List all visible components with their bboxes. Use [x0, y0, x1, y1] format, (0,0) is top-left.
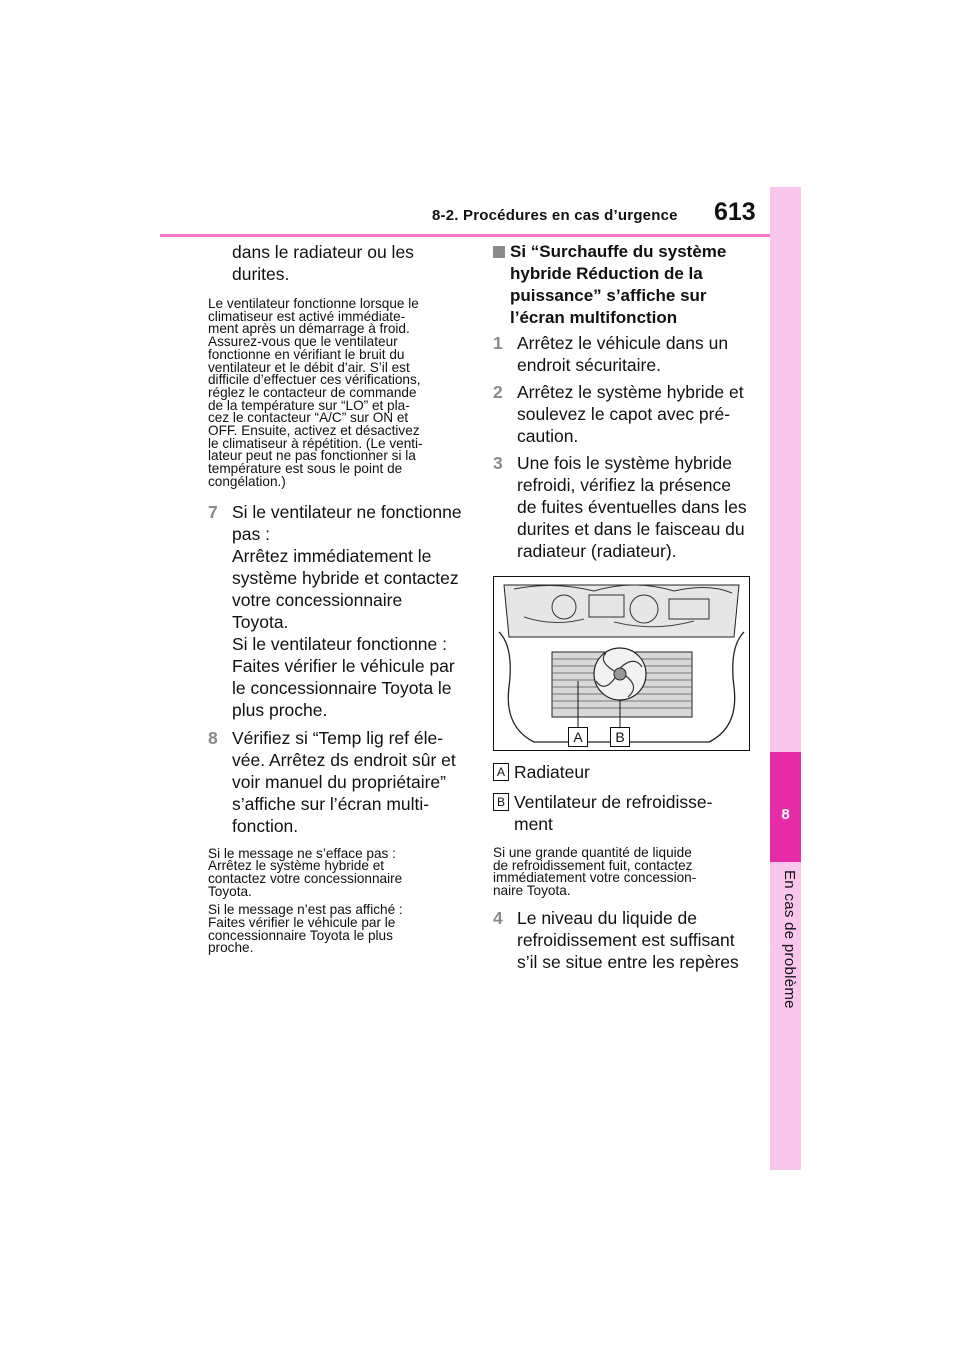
text-line: concessionnaire Toyota le plus [208, 927, 393, 943]
text-line: caution. [517, 426, 579, 446]
text-line: OFF. Ensuite, activez et désactivez [208, 423, 420, 439]
section-heading [493, 241, 761, 329]
continuation-text [208, 241, 470, 285]
text-line: Vérifiez si “Temp lig ref éle- [232, 727, 444, 748]
text-line: difficile d’effectuer ces vérifications, [208, 372, 421, 388]
coolant-leak-note [493, 847, 761, 898]
text-line: Ventilateur de refroidisse- [514, 792, 713, 812]
text-line: radiateur (radiateur). [517, 541, 677, 561]
header-rule [160, 234, 770, 237]
step-number: 3 [493, 453, 503, 473]
text-line: de refroidissement fuit, contactez [493, 857, 693, 873]
step-number: 7 [208, 501, 218, 522]
text-line: climatiseur est activé immédiate- [208, 308, 406, 324]
text-line: naire Toyota. [493, 883, 571, 899]
text-line: Faites vérifier le véhicule par [232, 655, 455, 676]
text-line: Arrêtez le système hybride et [517, 382, 744, 402]
legend-letter: A [493, 763, 509, 781]
step-8 [208, 727, 470, 837]
text-line: fonctionne en vérifiant le bruit du [208, 346, 405, 362]
text-line: Assurez-vous que le ventilateur [208, 334, 398, 350]
text-line: durites. [232, 264, 290, 284]
text-line: Si le message n’est pas affiché : [208, 902, 403, 918]
text-line: proche. [208, 940, 254, 956]
step-number: 2 [493, 382, 503, 402]
text-line: votre concessionnaire [232, 589, 403, 610]
text-line: ment [514, 814, 553, 834]
text-line: Toyota. [232, 611, 289, 632]
square-bullet-icon [493, 246, 505, 258]
chapter-title: En cas de problème [781, 870, 798, 1009]
text-line: de fuites éventuelles dans les [517, 497, 747, 517]
engine-bay-illustration [493, 576, 750, 751]
text-line: vée. Arrêtez ds endroit sûr et [232, 749, 456, 770]
text-line: Si “Surchauffe du système [510, 242, 727, 261]
message-note-2 [208, 904, 470, 955]
step-7 [208, 501, 470, 721]
text-line: dans le radiateur ou les [232, 242, 414, 262]
text-line: Faites vérifier le véhicule par le [208, 915, 396, 931]
text-line: contactez votre concessionnaire [208, 870, 403, 886]
text-line: l’écran multifonction [510, 308, 678, 327]
step-4 [493, 907, 761, 973]
callout-a: A [568, 727, 588, 747]
text-line: durites et dans le faisceau du [517, 519, 745, 539]
text-line: de la température sur “LO” et pla- [208, 397, 410, 413]
text-line: pas : [232, 523, 270, 544]
text-line: Radiateur [514, 762, 590, 782]
text-line: Arrêtez le véhicule dans un [517, 333, 729, 353]
text-line: Si une grande quantité de liquide [493, 845, 692, 860]
fan-note [208, 298, 470, 489]
legend-letter: B [493, 793, 509, 811]
step-3 [493, 452, 761, 562]
text-line: Le ventilateur fonctionne lorsque le [208, 296, 419, 311]
step-number: 8 [208, 727, 218, 748]
text-line: Si le message ne s’efface pas : [208, 845, 396, 861]
text-line: Toyota. [208, 883, 252, 899]
text-line: puissance” s’affiche sur [510, 286, 707, 305]
chapter-number: 8 [781, 806, 790, 823]
page-number: 613 [714, 198, 756, 226]
right-column [493, 241, 761, 973]
text-line: Arrêtez le système hybride et [208, 858, 385, 874]
text-line: plus proche. [232, 699, 328, 720]
step-number: 1 [493, 333, 503, 353]
text-line: le concessionnaire Toyota le [232, 677, 452, 698]
legend-fan [493, 791, 761, 835]
text-line: lateur peut ne pas fonctionner si la [208, 448, 416, 464]
text-line: immédiatement votre concession- [493, 870, 697, 886]
step-number: 4 [493, 907, 503, 928]
left-column [208, 241, 470, 955]
text-line: s’affiche sur l’écran multi- [232, 793, 430, 814]
message-note-1 [208, 845, 470, 899]
step-1 [493, 332, 761, 376]
text-line: hybride Réduction de la [510, 264, 703, 283]
text-line: Une fois le système hybride [517, 453, 732, 473]
text-line: ment après un démarrage à froid. [208, 321, 410, 337]
text-line: refroidissement est suffisant [517, 929, 735, 950]
legend-radiator [493, 761, 761, 783]
text-line: Arrêtez immédiatement le [232, 545, 432, 566]
callout-b: B [610, 727, 630, 747]
text-line: s’il se situe entre les repères [517, 951, 739, 972]
text-line: ventilateur et le débit d’air. S’il est [208, 359, 410, 375]
text-line: réglez le contacteur de commande [208, 384, 417, 400]
text-line: Si le ventilateur fonctionne : [232, 633, 447, 654]
text-line: cez le contacteur “A/C” sur ON et [208, 410, 409, 426]
text-line: température est sous le point de [208, 461, 403, 477]
radiator-fan-drawing [494, 577, 749, 750]
text-line: le climatiseur à répétition. (Le venti- [208, 435, 423, 451]
text-line: système hybride et contactez [232, 567, 459, 588]
chapter-tab [770, 752, 801, 862]
text-line: soulevez le capot avec pré- [517, 404, 731, 424]
section-title: 8-2. Procédures en cas d’urgence [432, 207, 678, 224]
text-line: endroit sécuritaire. [517, 355, 661, 375]
step-2 [493, 381, 761, 447]
text-line: Le niveau du liquide de [517, 907, 698, 928]
text-line: Si le ventilateur ne fonctionne [232, 501, 462, 522]
text-line: congélation.) [208, 473, 286, 489]
text-line: refroidi, vérifiez la présence [517, 475, 731, 495]
text-line: fonction. [232, 815, 299, 836]
text-line: voir manuel du propriétaire” [232, 771, 446, 792]
